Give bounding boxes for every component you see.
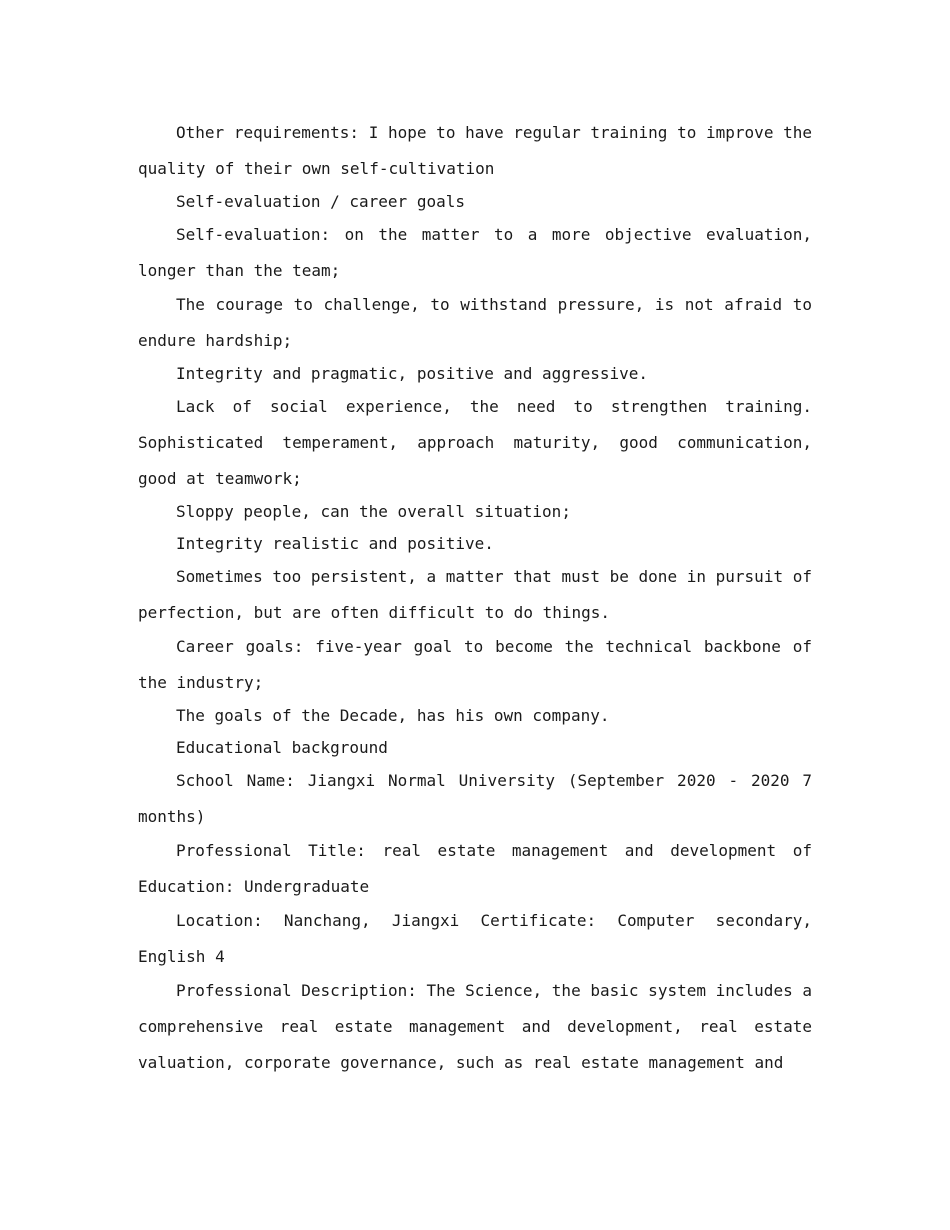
paragraph-persistent: Sometimes too persistent, a matter that must be done in pursuit of perfection, but are often difficult to do things. (138, 567, 812, 622)
paragraph-self-evaluation: Self-evaluation: on the matter to a more objective evaluation, longer than the team; (138, 225, 812, 280)
paragraph-integrity-realistic: Integrity realistic and positive. (176, 534, 494, 553)
paragraph-school-name: School Name: Jiangxi Normal University (September 2020 - 2020 7 months) (138, 771, 812, 826)
paragraph-other-requirements: Other requirements: I hope to have regular training to improve the quality of their own self-cultivation (138, 123, 812, 178)
paragraph-professional-description: Professional Description: The Science, the basic system includes a comprehensive real estate management and development, real estate valuation, corporate governance, such as real estate management and (138, 981, 812, 1072)
paragraph-career-goals: Career goals: five-year goal to become the technical backbone of the industry; (138, 637, 812, 692)
paragraph-decade-goals: The goals of the Decade, has his own company. (176, 706, 610, 725)
section-heading-self-evaluation: Self-evaluation / career goals (176, 192, 465, 211)
section-heading-education: Educational background (176, 738, 388, 757)
paragraph-professional-title: Professional Title: real estate management and development of Education: Undergraduate (138, 841, 812, 896)
paragraph-sloppy-people: Sloppy people, can the overall situation; (176, 502, 571, 521)
paragraph-location-certificate: Location: Nanchang, Jiangxi Certificate: Computer secondary, English 4 (138, 911, 812, 966)
paragraph-lack-of-experience: Lack of social experience, the need to strengthen training. Sophisticated temperament, approach maturity, good communication, good at teamwork; (138, 397, 812, 488)
document-body (138, 115, 812, 1079)
paragraph-courage: The courage to challenge, to withstand pressure, is not afraid to endure hardship; (138, 295, 812, 350)
paragraph-integrity-pragmatic: Integrity and pragmatic, positive and aggressive. (176, 364, 649, 383)
